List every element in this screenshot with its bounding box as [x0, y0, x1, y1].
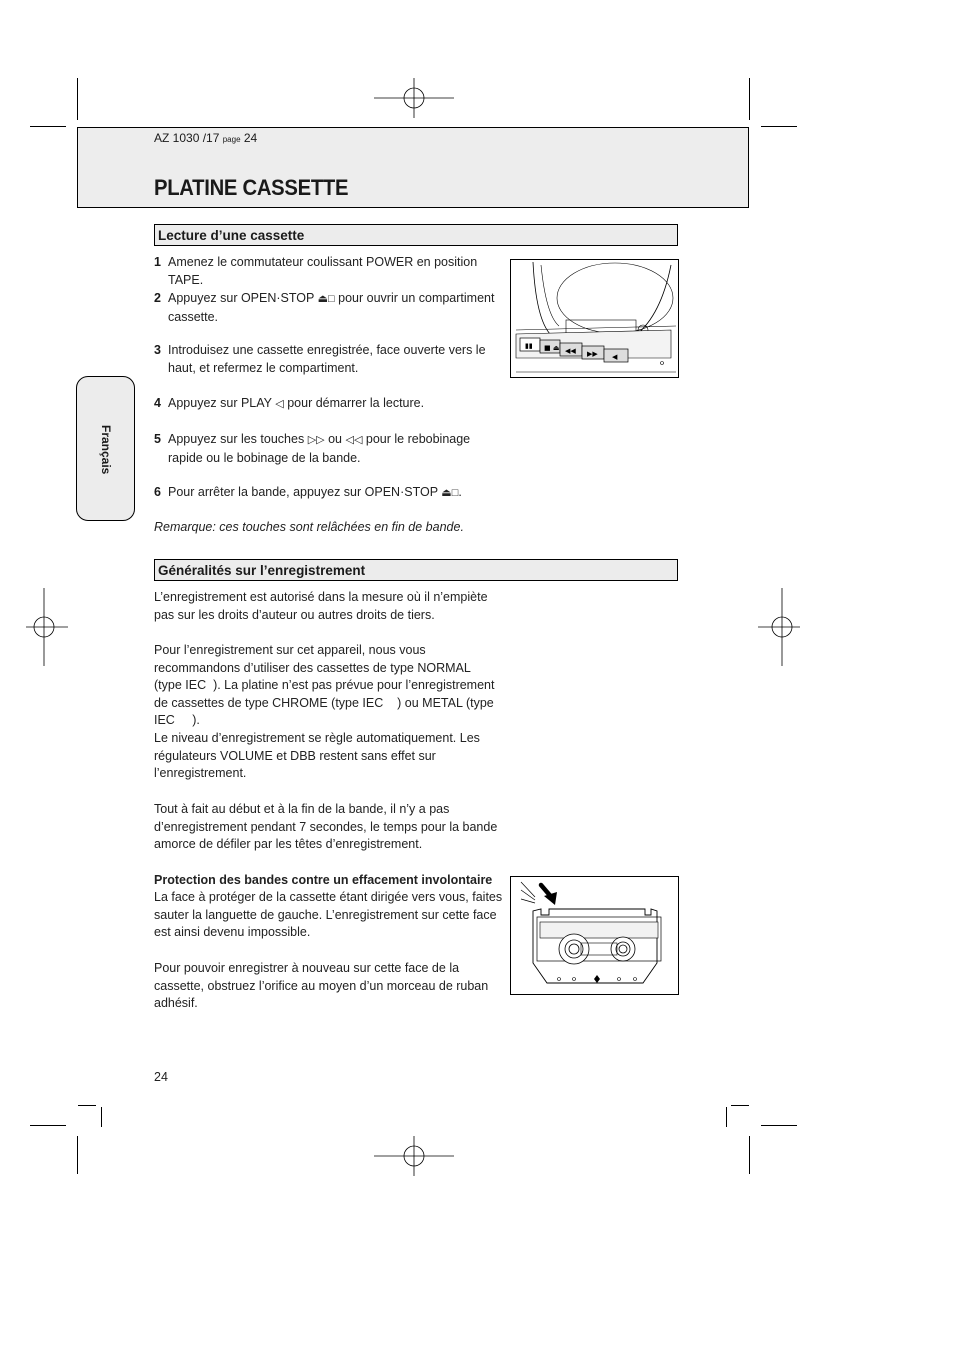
section-heading-playback-text: Lecture d’une cassette [158, 228, 305, 243]
rewind-icon: ◁◁ [345, 434, 363, 446]
p2-a: Pour l’enregistrement sur cet appareil, nous vous recommandons d’utiliser des cassettes de type NORMAL (type IEC [154, 643, 471, 693]
section-heading-recording [154, 559, 678, 581]
step-text-a: Appuyez sur OPEN·STOP [168, 291, 315, 305]
step-text [168, 431, 508, 467]
step-number: 6 [154, 485, 161, 499]
svg-text:◀◀: ◀◀ [565, 347, 576, 355]
protection-heading: Protection des bandes contre un effacement involontaire [154, 873, 493, 887]
step-number: 4 [154, 396, 161, 410]
recording-paragraph-4: Tout à fait au début et à la fin de la bande, il n’y a pas d’enregistrement pendant 7 secondes, le temps pour la bande amorce de défiler par les têtes d’enregistrement. [154, 802, 498, 852]
open-stop-icon: ⏏□ [441, 487, 459, 499]
cassette-deck-drawing [511, 260, 678, 377]
step-text [168, 484, 508, 503]
recording-paragraph-6: Pour pouvoir enregistrer à nouveau sur cette face de la cassette, obstruez l’orifice au moyen d’un morceau de ruban adhésif. [154, 961, 489, 1011]
step-number: 2 [154, 291, 161, 305]
step-text-b: pour le rebobinage rapide ou le bobinage de la bande. [168, 432, 471, 465]
svg-text:◀: ◀ [612, 353, 618, 361]
step-text-a: Appuyez sur PLAY [168, 396, 272, 410]
step-text-a: Appuyez sur les touches [168, 432, 305, 446]
play-icon: ◁ [275, 398, 284, 410]
step-text [168, 395, 508, 414]
step-number: 3 [154, 343, 161, 357]
svg-text:■ ⏏: ■ ⏏ [544, 344, 560, 352]
p2-d: ). [192, 713, 200, 728]
document-reference [154, 131, 257, 145]
registration-target-right [758, 588, 800, 666]
step-text: Introduisez une cassette enregistrée, face ouverte vers le haut, et refermez le compartiment. [168, 343, 486, 375]
page-number: 24 [154, 1070, 168, 1084]
recording-paragraph-3: Le niveau d’enregistrement se règle automatiquement. Les régulateurs VOLUME et DBB restent sans effet sur l’enregistrement. [154, 731, 480, 781]
doc-ref-page-word: page [222, 135, 241, 144]
registration-target-top [374, 78, 454, 118]
recording-paragraph-2 [154, 642, 499, 730]
doc-ref-model: AZ 1030 /17 [154, 131, 220, 145]
svg-text:▮▮: ▮▮ [525, 342, 533, 350]
doc-ref-page: 24 [243, 131, 258, 145]
fast-forward-icon: ▷▷ [307, 434, 325, 446]
remark-text: Remarque: ces touches sont relâchées en fin de bande. [154, 520, 464, 534]
section-heading-recording-text: Généralités sur l’enregistrement [158, 563, 366, 578]
step-number: 1 [154, 255, 161, 269]
svg-text:▶▶: ▶▶ [587, 350, 598, 358]
step-text-b: . [458, 485, 462, 499]
registration-target-left [26, 588, 68, 666]
step-text [168, 290, 508, 326]
open-stop-icon: ⏏□ [317, 293, 335, 305]
cassette-tab-illustration [510, 876, 679, 995]
step-text-a: Pour arrêter la bande, appuyez sur OPEN·STOP [168, 485, 438, 499]
section-heading-playback [154, 224, 678, 246]
page-title: PLATINE CASSETTE [154, 175, 349, 200]
p2-c: ) ou METAL (type IEC [154, 695, 494, 728]
registration-target-bottom [374, 1136, 454, 1176]
step-text: Amenez le commutateur coulissant POWER en position TAPE. [168, 255, 478, 287]
language-tab-label: Français [99, 425, 113, 475]
cassette-drawing [511, 877, 678, 994]
step-text-b: pour démarrer la lecture. [287, 396, 425, 410]
language-tab [76, 376, 135, 521]
step-text-mid: ou [328, 432, 342, 446]
recording-paragraph-1: L’enregistrement est autorisé dans la mesure où il n’empiète pas sur les droits d’auteur ou autres droits de tiers. [154, 590, 488, 622]
p2-b: ). La platine n’est pas prévue pour l’enregistrement de cassettes de type CHROME (type IEC [154, 678, 495, 710]
step-text-b: pour ouvrir un compartiment cassette. [168, 291, 495, 324]
step-number: 5 [154, 432, 161, 446]
cassette-deck-illustration [510, 259, 679, 378]
recording-paragraph-5: La face à protéger de la cassette étant dirigée vers vous, faites sauter la languette de gauche. L’enregistrement sur cette face est ainsi devenu impossible. [154, 890, 503, 940]
